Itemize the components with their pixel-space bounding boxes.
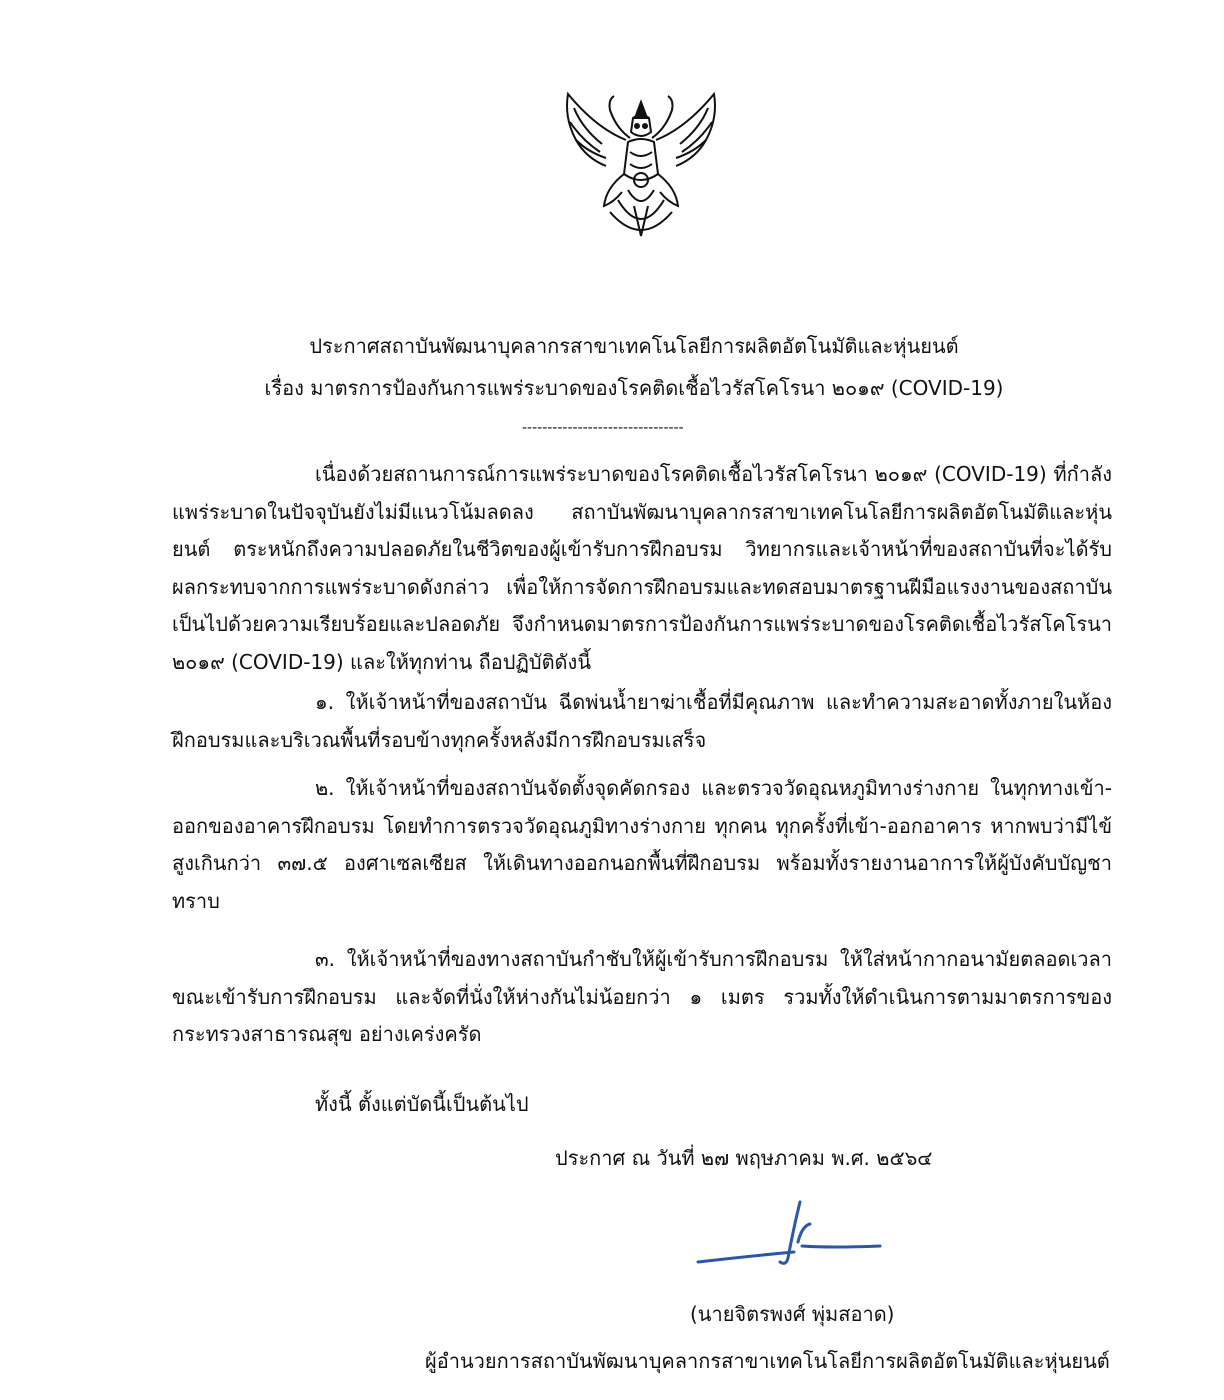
paragraph-text: ๑. ให้เจ้าหน้าที่ของสถาบัน ฉีดพ่นน้ำยาฆ่าเชื้อที่มีคุณภาพ และทำความสะอาดทั้งภายในห้องฝึกอบรมและบริเวณพื้นที่รอบข้างทุกครั้งหลังมีการฝึกอบรมเสร็จ <box>172 690 1112 752</box>
handwritten-signature <box>690 1196 890 1276</box>
measure-item-2 <box>172 770 1112 920</box>
closing-statement: ทั้งนี้ ตั้งแต่บัดนี้เป็นต้นไป <box>315 1092 529 1116</box>
intro-paragraph <box>172 456 1112 681</box>
signer-name: (นายจิตรพงศ์ พุ่มสอาด) <box>690 1302 895 1326</box>
paragraph-text: เนื่องด้วยสถานการณ์การแพร่ระบาดของโรคติดเชื้อไวรัสโคโรนา ๒๐๑๙ (COVID-19) ที่กำลังแพร่ระบาดในปัจจุบันยังไม่มีแนวโน้มลดลง สถาบันพัฒนาบุคลากรสาขาเทคโนโลยีการผลิตอัตโนมัติและหุ่นยนต์ ตระหนักถึงความปลอดภัยในชีวิตของผู้เข้ารับการฝึกอบรม วิทยากรและเจ้าหน้าที่ของสถาบันที่จะได้รับผลกระทบจากการแพร่ระบาดดังกล่าว เพื่อให้การจัดการฝึกอบรมและทดสอบมาตรฐานฝีมือแรงงานของสถาบันเป็นไปด้วยความเรียบร้อยและปลอดภัย จึงกำหนดมาตรการป้องกันการแพร่ระบาดของโรคติดเชื้อไวรัสโคโรนา ๒๐๑๙ (COVID-19) และให้ทุกท่าน ถือปฏิบัติดังนี้ <box>172 462 1112 674</box>
measure-item-3 <box>172 941 1112 1054</box>
measure-item-1 <box>172 684 1112 759</box>
signer-title: ผู้อำนวยการสถาบันพัฒนาบุคลากรสาขาเทคโนโลยีการผลิตอัตโนมัติและหุ่นยนต์ <box>425 1349 1110 1373</box>
announcement-title: ประกาศสถาบันพัฒนาบุคลากรสาขาเทคโนโลยีการผลิตอัตโนมัติและหุ่นยนต์ <box>309 334 959 358</box>
paragraph-text: ๓. ให้เจ้าหน้าที่ของทางสถาบันกำชับให้ผู้เข้ารับการฝึกอบรม ให้ใส่หน้ากากอนามัยตลอดเวลาขณะเข้ารับการฝึกอบรม และจัดที่นั่งให้ห่างกันไม่น้อยกว่า ๑ เมตร รวมทั้งให้ดำเนินการตามมาตรการของกระทรวงสาธารณสุข อย่างเคร่งครัด <box>172 947 1112 1046</box>
garuda-emblem-icon <box>556 88 726 246</box>
announcement-date: ประกาศ ณ วันที่ ๒๗ พฤษภาคม พ.ศ. ๒๕๖๔ <box>555 1146 933 1170</box>
section-divider: -------------------------------- <box>522 420 684 436</box>
paragraph-text: ๒. ให้เจ้าหน้าที่ของสถาบันจัดตั้งจุดคัดกรอง และตรวจวัดอุณหภูมิทางร่างกาย ในทุกทางเข้า-ออกของอาคารฝึกอบรม โดยทำการตรวจวัดอุณภูมิทางร่างกาย ทุกคน ทุกครั้งที่เข้า-ออกอาคาร หากพบว่ามีไข้สูงเกินกว่า ๓๗.๕ องศาเซลเซียส ให้เดินทางออกนอกพื้นที่ฝึกอบรม พร้อมทั้งรายงานอาการให้ผู้บังคับบัญชาทราบ <box>172 776 1112 913</box>
announcement-subject: เรื่อง มาตรการป้องกันการแพร่ระบาดของโรคติดเชื้อไวรัสโคโรนา ๒๐๑๙ (COVID-19) <box>264 376 1004 400</box>
